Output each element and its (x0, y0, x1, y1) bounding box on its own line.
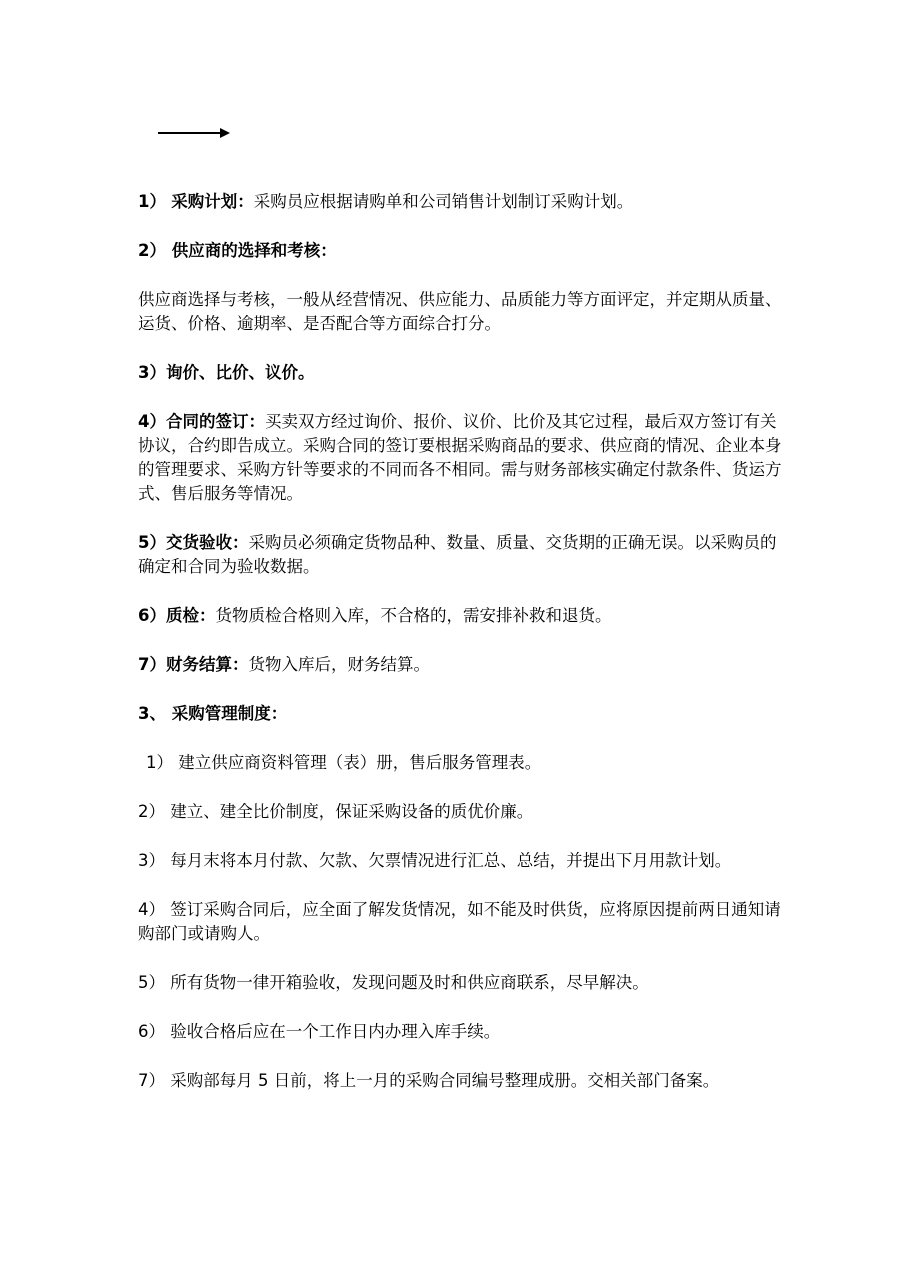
item-acceptance-text: 采购员必须确定货物品种、数量、质量、交货期的正确无误。以采购员的确定和合同为验收数据。 (138, 533, 777, 576)
item-settlement (138, 653, 788, 677)
rule-item: 7） 采购部每月 5 日前，将上一月的采购合同编号整理成册。交相关部门备案。 (138, 1071, 720, 1090)
supplier-heading: 2） 供应商的选择和考核： (138, 241, 337, 260)
item-plan (138, 190, 788, 214)
rule-item: 2） 建立、建全比价制度，保证采购设备的质优价廉。 (138, 802, 534, 821)
rule-item: 6） 验收合格后应在一个工作日内办理入库手续。 (138, 1022, 501, 1041)
system-heading: 3、 采购管理制度： (138, 704, 288, 723)
item-acceptance (138, 531, 788, 579)
item-inspection-title: 6）质检： (138, 606, 216, 625)
item-contract (138, 410, 788, 506)
inquiry-heading: 3）询价、比价、议价。 (138, 363, 315, 382)
rule-item: 3） 每月末将本月付款、欠款、欠票情况进行汇总、总结，并提出下月用款计划。 (138, 851, 732, 870)
item-contract-text: 买卖双方经过询价、报价、议价、比价及其它过程，最后双方签订有关协议，合约即告成立。采购合同的签订要根据采购商品的要求、供应商的情况、企业本身的管理要求、采购方针等要求的不同而各不相同。需与财务部核实确定付款条件、货运方式、售后服务等情况。 (138, 412, 782, 503)
supplier-text: 供应商选择与考核，一般从经营情况、供应能力、品质能力等方面评定，并定期从质量、运货、价格、逾期率、是否配合等方面综合打分。 (138, 290, 782, 333)
rule-item: 4） 签订采购合同后，应全面了解发货情况，如不能及时供货，应将原因提前两日通知请购部门或请购人。 (138, 900, 781, 943)
rule-item: 5） 所有货物一律开箱验收，发现问题及时和供应商联系，尽早解决。 (138, 973, 649, 992)
item-inspection (138, 604, 788, 628)
item-contract-title: 4）合同的签订： (138, 412, 265, 431)
item-inspection-text: 货物质检合格则入库，不合格的，需安排补救和退货。 (215, 606, 612, 625)
item-settlement-title: 7）财务结算： (138, 655, 249, 674)
item-acceptance-title: 5）交货验收： (138, 533, 249, 552)
item-plan-number: 1） (138, 192, 166, 211)
item-plan-text: 采购员应根据请购单和公司销售计划制订采购计划。 (253, 192, 634, 211)
rule-item: 1） 建立供应商资料管理（表）册，售后服务管理表。 (146, 753, 542, 772)
document-body (138, 190, 788, 1118)
item-plan-title: 采购计划： (171, 192, 254, 211)
arrow-right-icon (158, 126, 230, 140)
item-settlement-text: 货物入库后，财务结算。 (248, 655, 430, 674)
